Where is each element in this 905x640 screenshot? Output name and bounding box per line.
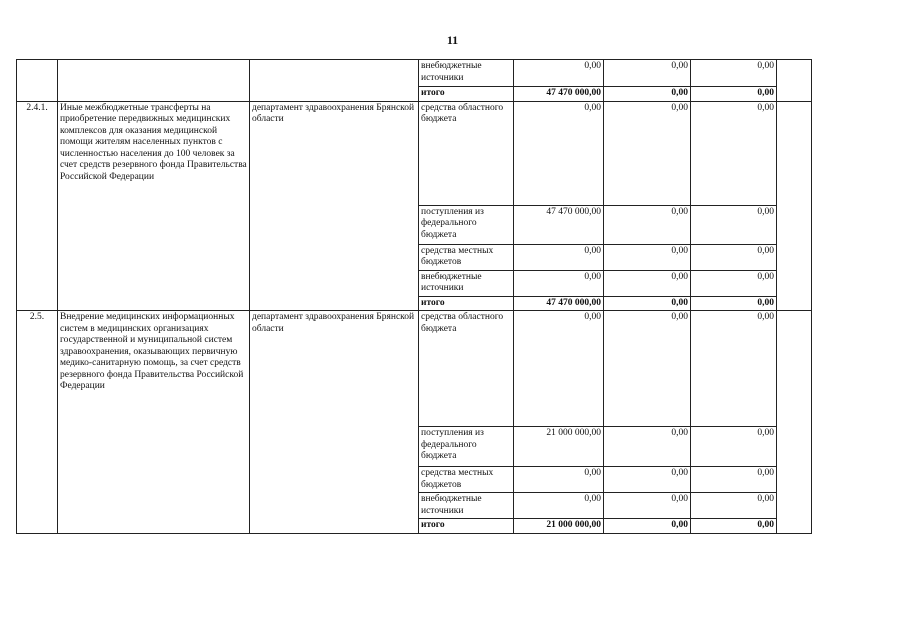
amount-cell: 0,00 [604,467,691,493]
table-row [17,311,812,427]
amount-cell: 0,00 [514,60,604,87]
source-cell: внебюджетные источники [419,493,514,519]
extra-cell [777,101,812,311]
amount-cell: 0,00 [691,311,777,427]
extra-cell [777,60,812,102]
amount-cell: 0,00 [604,296,691,311]
amount-cell: 21 000 000,00 [514,519,604,534]
extra-cell [777,311,812,534]
source-cell: итого [419,296,514,311]
source-cell: внебюджетные источники [419,270,514,296]
source-cell: поступления из федерального бюджета [419,205,514,244]
source-cell: средства областного бюджета [419,311,514,427]
amount-cell: 0,00 [514,493,604,519]
amount-cell: 0,00 [691,427,777,467]
responsible-cell [250,60,419,102]
code-cell [17,60,58,102]
source-cell: средства областного бюджета [419,101,514,205]
amount-cell: 0,00 [604,427,691,467]
budget-table [16,59,812,534]
amount-cell: 0,00 [691,87,777,102]
amount-cell: 0,00 [604,493,691,519]
amount-cell: 0,00 [691,244,777,270]
amount-cell: 0,00 [514,101,604,205]
amount-cell: 0,00 [514,244,604,270]
measure-name-cell [58,60,250,102]
amount-cell: 21 000 000,00 [514,427,604,467]
measure-name: Внедрение медицинских информационных систем в медицинских организациях государственной и муниципальной систем здравоохранения, оказывающих первичную медико-санитарную помощь, за счет средств резервного фонда Правительства Российской Федерации [58,311,250,534]
amount-cell: 0,00 [604,87,691,102]
amount-cell: 0,00 [514,311,604,427]
measure-name: Иные межбюджетные трансферты на приобретение передвижных медицинских комплексов для оказания медицинской помощи жителям населенных пунктов с численностью населения до 100 человек за счет средств резервного фонда Правительства Российской Федерации [58,101,250,311]
page-number: 11 [446,33,459,47]
amount-cell: 47 470 000,00 [514,205,604,244]
measure-code: 2.4.1. [17,101,58,311]
amount-cell: 47 470 000,00 [514,87,604,102]
amount-cell: 0,00 [691,519,777,534]
source-cell: средства местных бюджетов [419,244,514,270]
source-cell: поступления из федерального бюджета [419,427,514,467]
amount-cell: 0,00 [691,296,777,311]
amount-cell: 0,00 [691,101,777,205]
source-cell: средства местных бюджетов [419,467,514,493]
amount-cell: 0,00 [604,519,691,534]
table-row [17,60,812,87]
source-cell: внебюджетные источники [419,60,514,87]
amount-cell: 0,00 [604,270,691,296]
amount-cell: 0,00 [691,205,777,244]
amount-cell: 0,00 [514,270,604,296]
amount-cell: 0,00 [514,467,604,493]
amount-cell: 0,00 [604,311,691,427]
amount-cell: 0,00 [604,101,691,205]
amount-cell: 0,00 [604,205,691,244]
amount-cell: 47 470 000,00 [514,296,604,311]
amount-cell: 0,00 [604,60,691,87]
amount-cell: 0,00 [604,244,691,270]
responsible-executor: департамент здравоохранения Брянской области [250,311,419,534]
responsible-executor: департамент здравоохранения Брянской области [250,101,419,311]
measure-code: 2.5. [17,311,58,534]
source-cell: итого [419,87,514,102]
table-row [17,101,812,205]
amount-cell: 0,00 [691,493,777,519]
amount-cell: 0,00 [691,467,777,493]
source-cell: итого [419,519,514,534]
amount-cell: 0,00 [691,270,777,296]
amount-cell: 0,00 [691,60,777,87]
